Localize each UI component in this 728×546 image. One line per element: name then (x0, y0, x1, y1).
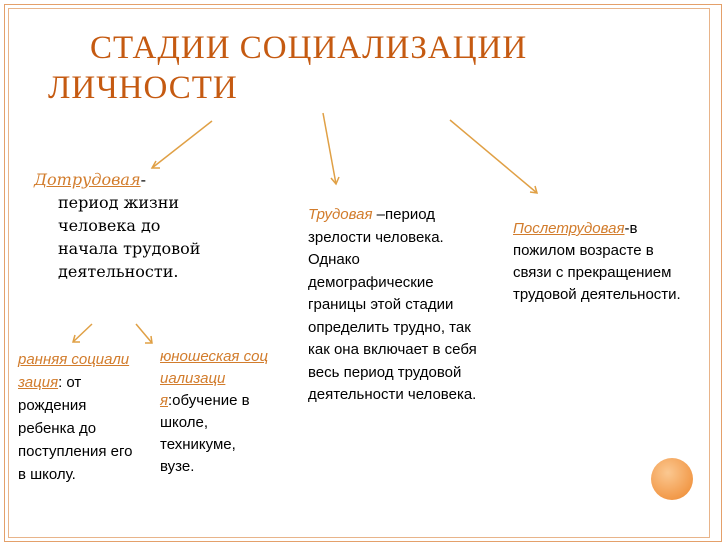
stage-early-term: ранняя социализация (18, 351, 130, 391)
stage-pre-labor-dash: - (140, 170, 146, 189)
title-line-2: ЛИЧНОСТИ (48, 70, 238, 106)
stage-early-socialization (18, 348, 133, 486)
stage-pre-labor-term: Дотрудовая (34, 170, 141, 189)
title-line-1: СТАДИИ СОЦИАЛИЗАЦИИ (90, 30, 528, 66)
arrow-to-early (73, 324, 92, 342)
stage-labor-term: Трудовая (308, 206, 373, 223)
stage-youth-term: юношеская социализация (160, 348, 269, 409)
decorative-orange-circle (651, 458, 693, 500)
stage-pre-labor (34, 168, 224, 283)
stage-youth-text: :обучение в школе, техникуме, вузе. (160, 392, 250, 475)
stage-early-text: : от рождения ребенка до поступления его в школу. (18, 374, 133, 483)
stage-youth-socialization (160, 346, 272, 478)
arrow-to-pre (152, 121, 212, 168)
stage-post-labor (513, 218, 688, 306)
arrow-to-labor (323, 113, 336, 184)
stage-pre-labor-text: период жизни человека до начала трудовой деятельности. (58, 193, 201, 281)
stage-post-labor-term: Послетрудовая (513, 220, 625, 237)
stage-labor (308, 204, 488, 407)
arrow-to-youth (136, 324, 152, 343)
arrow-to-post (450, 120, 537, 193)
stage-post-labor-text: -в пожилом возрасте в связи с прекращением трудовой деятельности. (513, 220, 681, 303)
stage-labor-text: –период зрелости человека. Однако демографические границы этой стадии определить трудно, так как она включает в себя весь период трудовой деятельности человека. (308, 206, 477, 403)
